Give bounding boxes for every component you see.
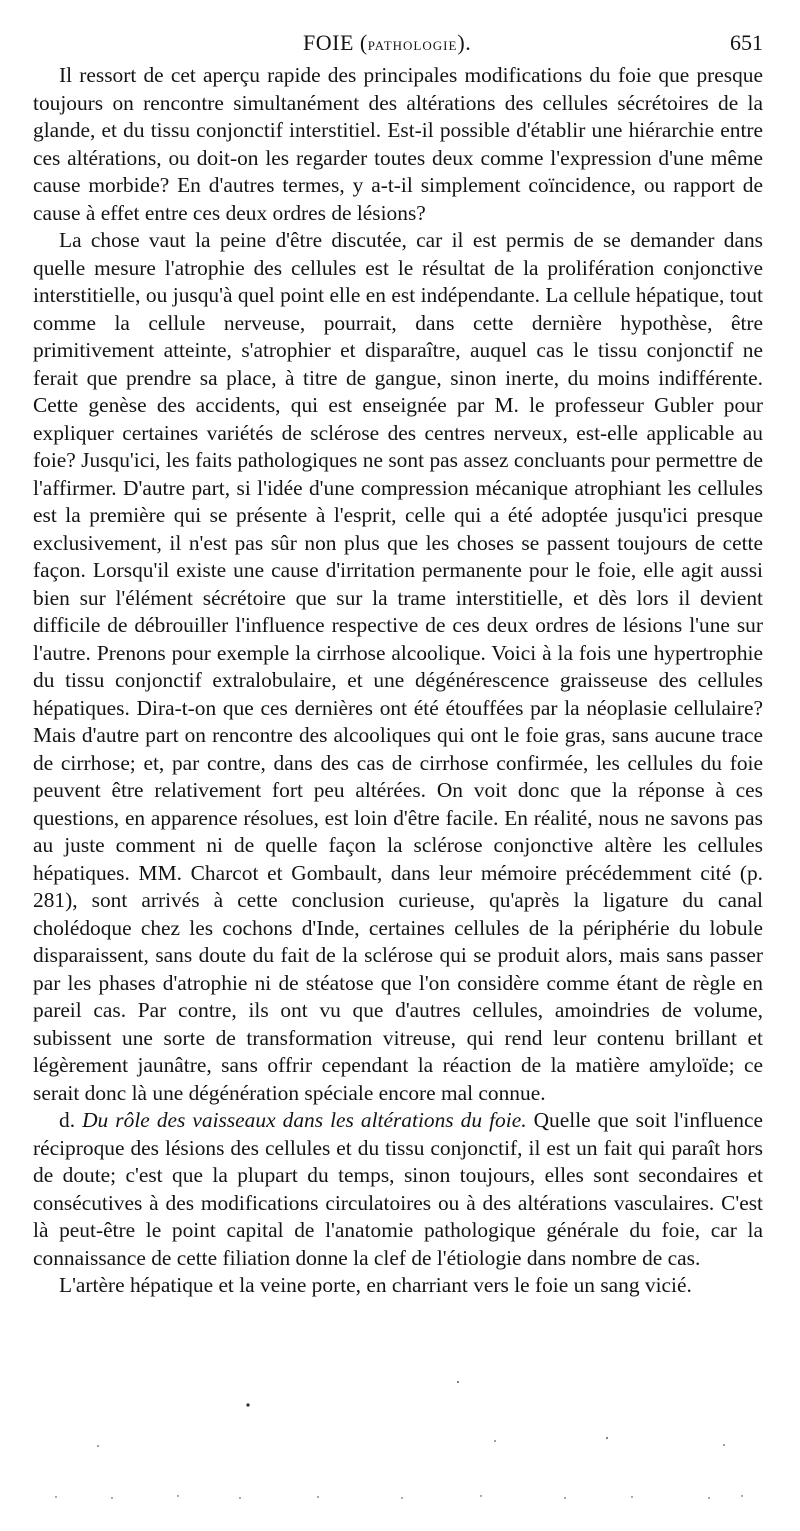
book-page [33, 0, 763, 1300]
section-text: Quelle que soit l'influence réciproque des lésions des cellules et du tissu conjonctif, il est un fait qui paraît hors de doute; c'est que la plupart du temps, sinon toujours, elles sont secondaires et consécutives à des modifications circulatoires ou à des altérations vasculaires. C'est là peut-être le point capital de l'anatomie pathologique générale du foie, car la connaissance de cette filiation donne la clef de l'étiologie dans nombre de cas. [33, 1108, 763, 1270]
last-paragraph: L'artère hépatique et la veine porte, en charriant vers le foie un sang vicié. [59, 1273, 692, 1297]
running-title-end: ). [457, 30, 472, 55]
running-title-subject: pathologie [367, 34, 458, 54]
page-number: 651 [730, 30, 763, 55]
section-label: d. [59, 1108, 76, 1132]
paragraph-2: La chose vaut la peine d'être discutée, car il est permis de se demander dans quelle mesure l'atrophie des cellules est le résultat de la prolifération conjonctive interstitielle, ou jusqu'à quel point elle en est indépendante. La cellule hépatique, tout comme la cellule nerveuse, pourrait, dans cette dernière hypothèse, être primitivement atteinte, s'atrophier et disparaître, auquel cas le tissu conjonctif ne ferait que prendre sa place, à titre de gangue, sinon inerte, du moins indifférente. Cette genèse des accidents, qui est enseignée par M. le professeur Gubler pour expliquer certaines variétés de sclérose des centres nerveux, est-elle applicable au foie? Jusqu'ici, les faits pathologiques ne sont pas assez concluants pour permettre de l'affirmer. D'autre part, si l'idée d'une compression mécanique atrophiant les cellules est la première qui se présente à l'esprit, celle qui a été adoptée jusqu'ici presque exclusivement, il n'est pas sûr non plus que les choses se passent toujours de cette façon. Lorsqu'il existe une cause d'irritation permanente pour le foie, elle agit aussi bien sur l'élément sécrétoire que sur la trame interstitielle, et dès lors il devient difficile de débrouiller l'influence respective de ces deux ordres de lésions l'une sur l'autre. Prenons pour exemple la cirrhose alcoolique. Voici à la fois une hypertrophie du tissu conjonctif extralobulaire, et une dégénérescence graisseuse des cellules hépatiques. Dira-t-on que ces dernières ont été étouffées par la néoplasie cellulaire? Mais d'autre part on rencontre des alcooliques qui ont le foie gras, sans aucune trace de cirrhose; et, par contre, dans des cas de cirrhose confirmée, les cellules du foie peuvent être relativement fort peu altérées. On voit donc que la réponse à ces questions, en apparence résolues, est loin d'être facile. En réalité, nous ne savons pas au juste comment ni de quelle façon la sclérose conjonctive altère les cellules hépatiques. MM. Charcot et Gombault, dans leur mémoire précédemment cité (p. 281), sont arrivés à cette conclusion curieuse, qu'après la ligature du canal cholédoque chez les cochons d'Inde, certaines cellules de la périphérie du lobule disparaissent, sans doute du fait de la sclérose qui se produit alors, mais sans passer par les phases d'atrophie ni de stéatose que l'on considère comme étant de règle en pareil cas. Par contre, ils ont vu que d'autres cellules, amoindries de volume, subissent une sorte de transformation vitreuse, qui rend leur contenu brillant et légèrement jaunâtre, sans offrir cependant la réaction de la matière amyloïde; ce serait donc là une dégénération spéciale encore mal connue. [33, 228, 763, 1105]
page-specks [0, 1380, 800, 1520]
body-text [33, 62, 763, 1300]
running-header [33, 0, 763, 58]
section-d-paragraph [33, 1107, 763, 1272]
paragraph-1: Il ressort de cet aperçu rapide des principales modifications du foie que presque toujours on rencontre simultanément des altérations des cellules sécrétoires de la glande, et du tissu conjonctif interstitiel. Est-il possible d'établir une hiérarchie entre ces altérations, ou doit-on les regarder toutes deux comme l'expression d'une même cause morbide? En d'autres termes, y a-t-il simplement coïncidence, ou rapport de cause à effet entre ces deux ordres de lésions? [33, 63, 763, 225]
section-title: Du rôle des vaisseaux dans les altérations du foie. [82, 1108, 527, 1132]
running-title-main: FOIE ( [303, 30, 368, 55]
running-title [303, 30, 471, 56]
